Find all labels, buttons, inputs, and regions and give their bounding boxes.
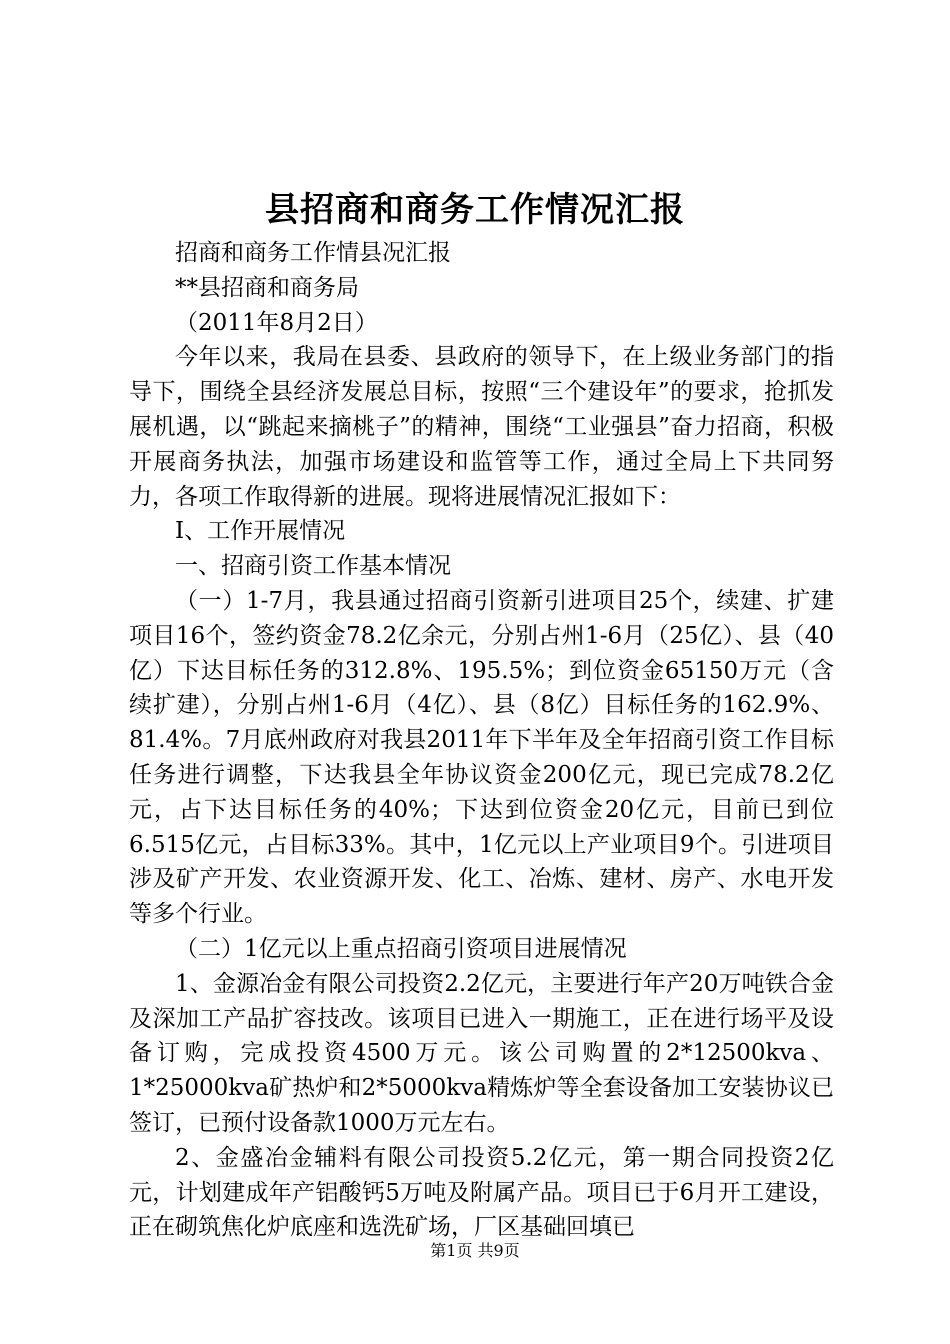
date-line: （2011年8月2日） — [175, 309, 378, 336]
issuer-line: **县招商和商务局 — [175, 274, 359, 301]
page-footer: 第1页 共9页 — [430, 1241, 520, 1260]
document-title: 县招商和商务工作情况汇报 — [265, 190, 685, 230]
section-heading: Ⅰ、工作开展情况 — [175, 518, 346, 545]
paragraph-investment-overview: （一）1-7月，我县通过招商引资新引进项目25个，续建、扩建项目16个，签约资金78.2亿余元，分别占州1-6月（25亿）、县（40亿）下达目标任务的312.8%、195.5%；到位资金65150万元（含续扩建），分别占州1-6月（4亿）、县（8亿）目标任务的162.9%、81.4%。7月底州政府对我县2011年下半年及全年招商引资工作目标任务进行调整，下达我县全年协议资金200亿元，现已完成78.2亿元，占下达目标任务的40%；下达到位资金20亿元，目前已到位6.515亿元，占目标33%。其中，1亿元以上产业项目9个。引进项目涉及矿产开发、农业资源开发、化工、冶炼、建材、房产、水电开发等多个行业。 — [129, 587, 834, 928]
paragraph-project-1: 1、金源冶金有限公司投资2.2亿元，主要进行年产20万吨铁合金及深加工产品扩容技改。该项目已进入一期施工，正在进行场平及设备订购，完成投资4500万元。该公司购置的2*12500kva、1*25000kva矿热炉和2*5000kva精炼炉等全套设备加工安装协议已签订，已预付设备款1000万元左右。 — [129, 970, 834, 1136]
subsection-heading-key-projects: （二）1亿元以上重点招商引资项目进展情况 — [175, 935, 627, 962]
subtitle: 招商和商务工作情县况汇报 — [175, 240, 451, 266]
document-body — [129, 236, 834, 1245]
paragraph-project-2: 2、金盛冶金辅料有限公司投资5.2亿元，第一期合同投资2亿元，计划建成年产铝酸钙5万吨及附属产品。项目已于6月开工建设，正在砌筑焦化炉底座和选洗矿场，厂区基础回填已 — [129, 1144, 834, 1241]
intro-paragraph: 今年以来，我局在县委、县政府的领导下，在上级业务部门的指导下，围绕全县经济发展总目标，按照“三个建设年”的要求，抢抓发展机遇，以“跳起来摘桃子”的精神，围绕“工业强县”奋力招商，积极开展商务执法，加强市场建设和监管等工作，通过全局上下共同努力，各项工作取得新的进展。现将进展情况汇报如下： — [129, 344, 834, 510]
subsection-heading: 一、招商引资工作基本情况 — [175, 553, 451, 580]
